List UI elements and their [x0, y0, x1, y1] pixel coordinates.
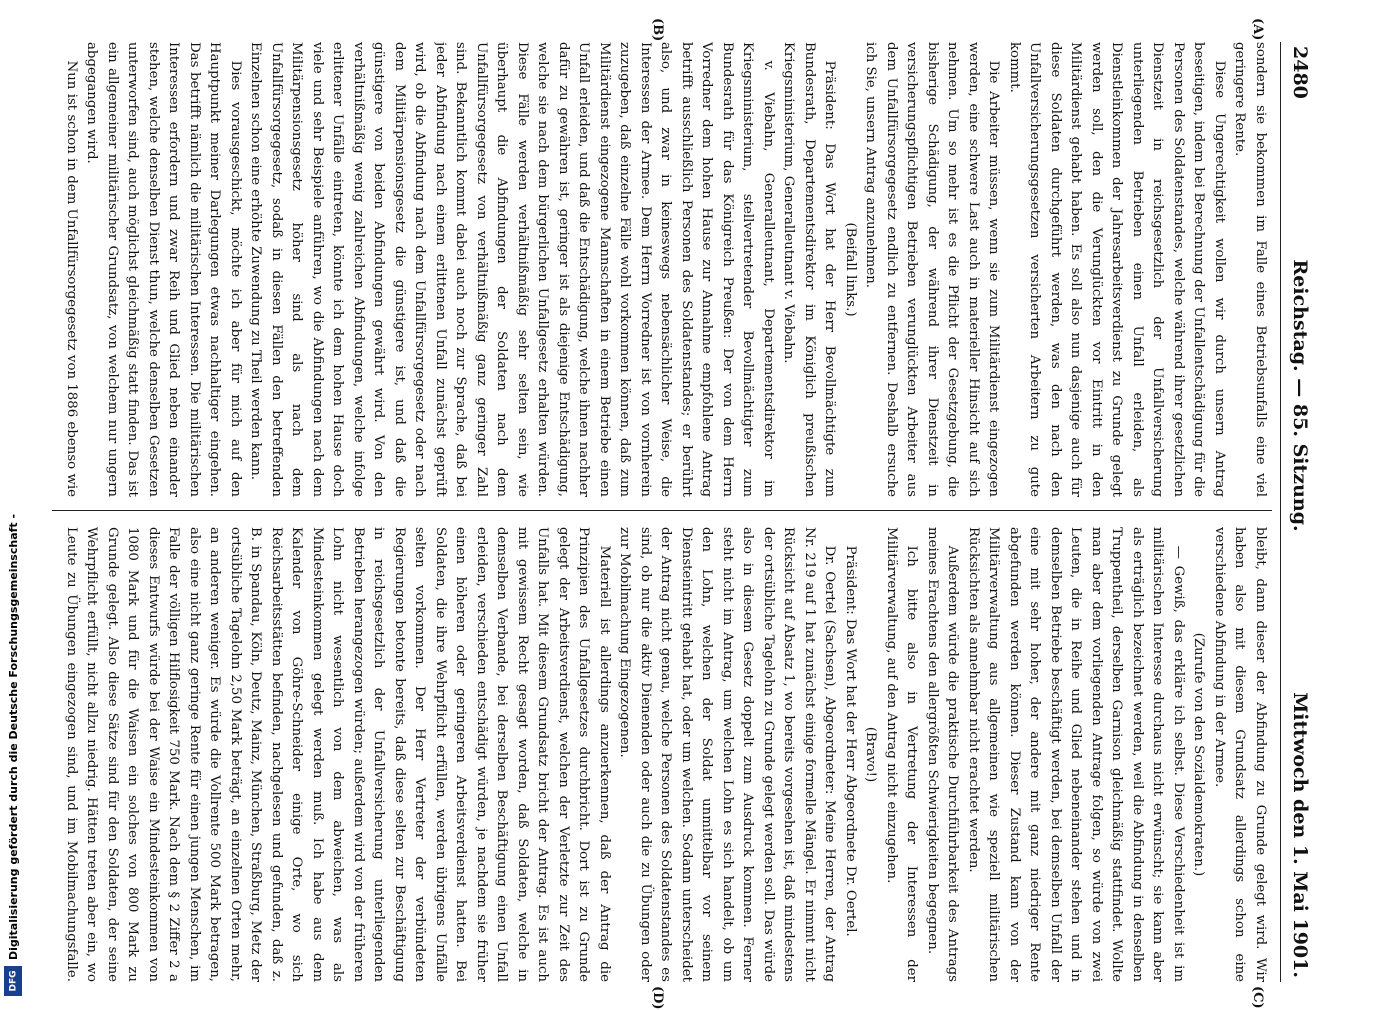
right-column [60, 527, 1270, 982]
page-header [1280, 42, 1320, 982]
paragraph: Dr. Oertel (Sachsen), Abgeordneter: Meine Herren, der Antrag Nr. 219 auf 1 hat zunächst einige formelle Mängel. Er nimmt nicht Rücksicht auf Absatz 1, wo bereits vorgesehen ist, daß mindestens der ortsübliche Tagelohn zu Grunde gelegt werden soll. Das würde also in diesem Gesetz doppelt zum Ausdruck kommen. Ferner steht nicht im Antrag, um welchen Lohn es sich handelt, ob um den Lohn, welchen der Soldat unmittelbar vor seinem Diensteintritt gehabt hat, oder um welchen. Sodann unterscheidet der Antrag nicht genau, welche Personen des Soldatenstandes es sind, ob nur die aktiv Dienenden oder auch die zu Übungen oder zur Mobilmachung Eingezogenen. [617, 527, 838, 982]
dfg-logo [4, 966, 22, 996]
paragraph: sondern sie bekommen im Falle eines Betriebsunfalls eine viel geringere Rente. [1232, 42, 1268, 497]
paragraph: Außerdem würde die praktische Durchführbarkeit des Antrags meines Erachtens den allergrößten Schwierigkeiten begegnen. [925, 527, 961, 982]
dfg-logo-text: DFG [8, 970, 19, 992]
paragraph: Ich bitte also in Vertretung der Interessen der Militärverwaltung, auf den Antrag nicht einzugehen. [884, 527, 920, 982]
footer-credit: Digitalisierung gefördert durch die Deutsche Forschungsgemeinschaft - [7, 513, 20, 960]
paragraph: Präsident: Das Wort hat der Herr Abgeordnete Dr. Oertel. [843, 545, 858, 937]
paragraph: Diese Ungerechtigkeit wollen wir durch unsern Antrag beseitigen, indem bei Berechnung der Unfallentschädigung für die Personen des Soldatenstandes, welche während ihrer gesetzlichen Dienstzeit in reichsgesetzlich der Unfallversicherung unterliegenden Betrieben einen Unfall erleiden, als Dienstleinkommen der Jahresarbeitsverdienst zu Grunde gelegt werden soll, den die Verunglückten vor Eintritt in den Militärdienst gehabt haben. Es soll also nun dasjenige auch für diese Soldaten durchgeführt werden, was den nach den Unfallversicherungsgesetzen versicherten Arbeitern zu gute kommt. [1007, 42, 1227, 497]
paragraph: Die Arbeiter müssen, wenn sie zum Militärdienst eingezogen werden, eine schwere Last auch in materieller Hinsicht auf sich nehmen. Um so mehr ist es die Pflicht der Gesetzgebung, die bisherige Schädigung, der während ihrer Dienstzeit in versicherungspflichtigen Betrieben verunglückten Arbeiter aus dem Unfallfürsorgegesetz endlich zu entfernen. Deshalb ersuche ich Sie, unsern Antrag anzunehmen. [863, 42, 1002, 497]
margin-marker-c: (C) [1250, 986, 1265, 1009]
stage-direction: (Bravo!) [863, 726, 879, 783]
paragraph: Materiell ist allerdings anzuerkennen, daß der Antrag die Prinzipien des Unfallgesetzes durchbricht. Dort ist zu Grunde gelegt der Arbeitsverdienst, welchen der Verletzte zur Zeit des Unfalls hat. Mit diesem Grundsatz bricht der Antrag. Es ist auch mit gewissem Recht gesagt worden, daß Soldaten, welche in demselben Verbande, bei derselben Beschäftigung einen Unfall erleiden, verschieden entschädigt würden, je nachdem sie früher einen höheren oder geringeren Arbeitsverdienst hatten. Bei Soldaten, die ihre Wehrpflicht erfüllen, werden übrigens Unfälle selten vorkommen. Der Herr Vertreter der verbündeten Regierungen betonte bereits, daß diese selten zur Beschäftigung in reichsgesetzlich der Unfallversicherung unterliegenden Betrieben herangezogen würden; außerdem wird von der früheren Lohn nicht wesentlich von dem abweichen, was als Mindesteinkommen gelegt werden muß. Ich habe aus dem Kalender von Göhre-Schneider einige Orte, wo sich Reichsarbeitsstätten befinden, nachgelesen und gefunden, daß z. B. in Spandau, Köln, Deutz, Mainz, München, Straßburg, Metz der ortsübliche Tagelohn 2,50 Mark beträgt, an einzelnen Orten mehr, an anderen weniger. Es würde die Vollrente 500 Mark betragen, also eine nicht ganz geringe Rente für einen jungen Menschen, im Falle der völligen Hilflosigkeit 750 Mark. Nach dem § 2 Ziffer 2 a dieses Entwurfs würde bei der Waise ein Mindesteinkommen von 1080 Mark und für die Waisen ein solches von 800 Mark zu Grunde gelegt. Also diese Sätze sind für den Soldaten, der seine Wehrpflicht erfüllt, nicht allzu niedrig. Hätten treten aber ein, wo Leute zu Übungen eingezogen sind, und im Mobilmachungsfalle. [64, 527, 612, 982]
paragraph: Präsident: Das Wort hat der Herr Bevollmächtigte zum Bundesrath, Departementsdirektor im Königlich preußischen Kriegsministerium, Generalleutnant v. Viebahn. [781, 42, 838, 497]
left-column [60, 42, 1270, 497]
document-page [45, 18, 1320, 1010]
paragraph: bleibt, dann dieser der Abfindung zu Grunde gelegt wird. Wir haben also mit diesem Grundsatz allerdings schon eine verschiedene Abfindung in der Armee. [1212, 527, 1268, 982]
stage-direction: (Beifall links.) [843, 222, 858, 317]
paragraph: Nun ist schon in dem Unfallfürsorgegesetz von 1886 ebenso wie [64, 60, 79, 497]
page-title: Reichstag. — 85. Sitzung. [1289, 259, 1312, 532]
margin-marker-b: (B) [650, 18, 665, 42]
margin-marker-d: (D) [650, 986, 665, 1010]
stage-direction: (Zurufe von den Sozialdemokraten.) [1191, 632, 1207, 877]
column-divider [52, 510, 1272, 511]
paragraph: Dies vorausgeschickt, möchte ich aber für mich auf den Hauptpunkt meiner Darlegungen etwas nachhaltiger eingehen. Das betrifft nämlich die militärischen Interessen. Die militärischen Interessen erfordern und zwar Reih und Glied neben einander stehen, welche denselben Dienst thun, welche denselben Gesetzen unterworfen sind, auch möglichst gleichmäßig statt finden. Das ist ein allgemeiner militärischer Grundsatz, von welchem nur ungern abgegangen wird. [84, 42, 243, 497]
page-date: Mittwoch den 1. Mai 1901. [1289, 692, 1312, 978]
paragraph: v. Viebahn, Generalleutnant, Departementsdirektor im Kriegsministerium, stellvertretender Bevollmächtigter zum Bundesrath für das Königreich Preußen: Der von dem Herrn Vorredner dem hohen Hause zur Annahme empfohlene Antrag betrifft ausschließlich Personen des Soldatenstandes; er berührt also, und zwar in keineswegs nebensächlicher Weise, die Interessen der Armee. Dem Herrn Vorredner ist von vornherein zuzugeben, daß einzelne Fälle wohl vorkommen können, daß zum Militärdienst eingezogene Mannschaften in einem Betriebe einen Unfall erleiden, und daß die Entschädigung, welche ihnen nachher dafür zu gewähren ist, geringer ist als diejenige Entschädigung, welche sie nach dem bürgerlichen Unfallgesetz erhalten würden. Diese Fälle werden verhältnißmäßig sehr selten sein, wie überhaupt die Abfindungen der Soldaten nach dem Unfallfürsorgegesetz von verhältnißmäßig ganz geringer Zahl sind. Bekanntlich kommt dabei auch noch zur Sprache, daß bei jeder Abfindung nach einem erlittenen Unfall zunächst geprüft wird, ob die Abfindung nach dem Unfallfürsorgegesetz oder nach dem Militärpensionsgesetz die günstigere ist, und daß die günstigere von beiden Abfindungen gewährt wird. Von den verhältnißmäßig wenig zahlreichen Abfindungen, welche infolge erlittener Unfälle eintreten, könnte ich dem hohen Hause doch viele und sehr Beispiele anführen, wo die Abfindungen nach dem Militärpensionsgesetz höher sind als nach dem Unfallfürsorgegesetz, sodaß in diesen Fällen den betreffenden Einzelnen schon eine erhöhte Zuwendung zu Theil werden kann. [248, 42, 776, 497]
page-number: 2480 [1289, 46, 1312, 99]
paragraph: — Gewiß, das erkläre ich selbst. Diese Verschiedenheit ist im militärischen Interesse durchaus nicht erwünscht; sie kann aber als erträglich bezeichnet werden, weil die Abfindung in denselben Truppentheil, derselben Garnison gleichmäßig stattfindet. Wollte man aber dem vorliegenden Antrage folgen, so würde von zwei Leuten, die in Reihe und Glied nebeneinander stehen und in demselben Betriebe beschäftigt werden, bei demselben Unfall der eine mit sehr hoher, der andere mit ganz niedriger Rente abgefunden werden können. Dieser Zustand kann von der Militärverwaltung aus allgemeinen wie speziell militärischen Rücksichten als annehmbar nicht erachtet werden. [966, 527, 1186, 982]
margin-marker-a: (A) [1250, 18, 1265, 41]
digitization-footer [2, 0, 24, 1000]
